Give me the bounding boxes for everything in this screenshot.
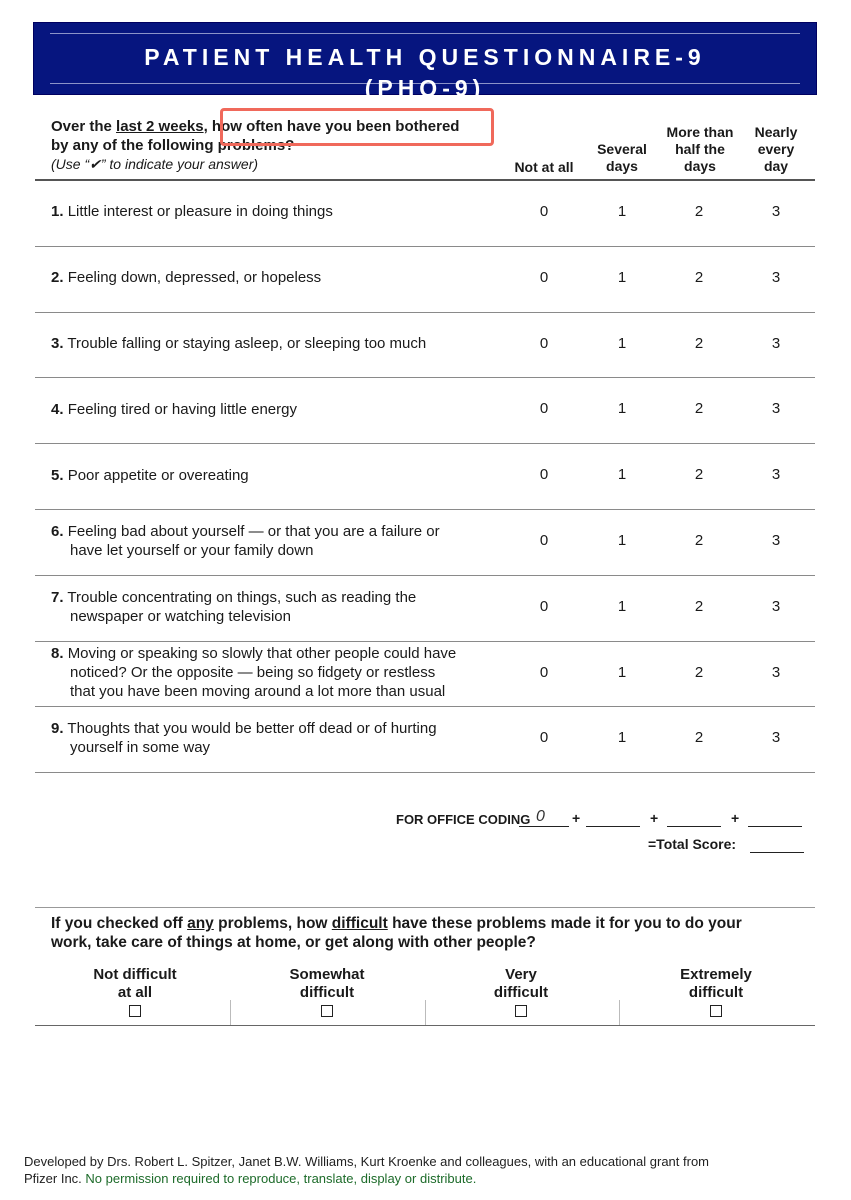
difficulty-option-somewhat	[252, 966, 402, 1022]
score-option[interactable]: 2	[694, 597, 704, 615]
option-label: at all	[117, 984, 153, 1001]
question-text	[51, 400, 501, 419]
row-divider	[35, 509, 815, 510]
score-option[interactable]: 2	[694, 400, 704, 418]
score-option[interactable]: 0	[539, 334, 549, 352]
score-option[interactable]: 1	[617, 729, 627, 747]
highlight-annotation	[220, 108, 494, 146]
question-line	[51, 268, 501, 287]
score-option[interactable]: 0	[539, 400, 549, 418]
question-line2: noticed? Or the opposite — being so fidgety or restless	[70, 664, 436, 681]
plus-sign: +	[731, 810, 740, 826]
question-text	[51, 644, 501, 701]
option-label: difficult	[299, 984, 355, 1001]
question-text	[51, 466, 501, 485]
difficulty-option-not	[60, 966, 210, 1022]
question-number: 4.	[51, 400, 64, 418]
score-option[interactable]: 1	[617, 466, 627, 484]
question-line	[51, 334, 501, 353]
score-option[interactable]: 3	[771, 466, 781, 484]
question-text	[51, 588, 501, 626]
question-line3: that you have been moving around a lot more than usual	[70, 683, 446, 700]
question-number: 8.	[51, 645, 64, 662]
row-divider	[35, 641, 815, 642]
score-option[interactable]: 2	[694, 531, 704, 549]
office-blank-3[interactable]	[667, 810, 721, 827]
checkbox-somewhat-difficult[interactable]	[321, 1005, 333, 1017]
section-bottom-divider	[35, 1025, 815, 1026]
question-line1: Feeling tired or having little energy	[67, 400, 297, 418]
question-line1: Trouble falling or staying asleep, or sleeping too much	[67, 335, 427, 352]
score-option[interactable]: 1	[617, 531, 627, 549]
score-option[interactable]: 3	[771, 729, 781, 747]
option-divider	[230, 1000, 231, 1026]
title-banner-frame	[50, 33, 800, 101]
score-option[interactable]: 2	[694, 663, 704, 681]
form-title: PATIENT HEALTH QUESTIONNAIRE-9	[144, 44, 706, 70]
total-score-blank[interactable]	[750, 836, 804, 853]
question-line	[51, 522, 501, 541]
question-number: 9.	[51, 720, 64, 738]
question-line	[51, 400, 501, 419]
question-line	[51, 588, 501, 607]
score-option[interactable]: 3	[771, 597, 781, 615]
instructions-line2: by any of the following problems?	[51, 137, 295, 154]
question-line2: newspaper or watching television	[70, 607, 291, 625]
question-number: 7.	[51, 588, 64, 606]
footer-credits	[24, 1153, 824, 1187]
office-blank-2[interactable]	[586, 810, 640, 827]
question-line	[51, 202, 501, 221]
row-divider	[35, 443, 815, 444]
question-line	[51, 719, 501, 738]
row-divider	[35, 377, 815, 378]
option-divider	[425, 1000, 426, 1026]
option-label: Somewhat	[289, 966, 365, 983]
question-line2: yourself in some way	[70, 739, 211, 757]
option-label: Not difficult	[93, 966, 177, 983]
checkbox-extremely-difficult[interactable]	[710, 1005, 722, 1017]
column-header-nearly-every-day: Nearly every day	[754, 124, 798, 174]
score-option[interactable]: 2	[694, 268, 704, 286]
row-divider	[35, 772, 815, 773]
difficulty-text-a: If you checked off	[51, 915, 188, 932]
difficulty-question-line1	[51, 914, 791, 933]
instructions-text-a: Over the	[51, 118, 117, 135]
difficulty-underlined-any: any	[187, 915, 214, 932]
row-divider	[35, 312, 815, 313]
plus-sign: +	[650, 810, 659, 826]
footer-line2	[24, 1170, 824, 1187]
question-line1: Poor appetite or overeating	[67, 466, 249, 484]
question-number: 3.	[51, 335, 64, 352]
score-option[interactable]: 0	[539, 663, 549, 681]
question-text	[51, 719, 501, 757]
difficulty-text-c: have these problems made it for you to do your	[387, 915, 742, 932]
title-banner	[33, 22, 817, 101]
score-option[interactable]: 0	[539, 729, 549, 747]
column-header-several-days: Several days	[597, 141, 647, 174]
score-option[interactable]: 3	[771, 268, 781, 286]
question-line2: have let yourself or your family down	[70, 541, 314, 559]
score-option[interactable]: 1	[617, 334, 627, 352]
difficulty-option-extremely	[641, 966, 791, 1022]
footer-line1: Developed by Drs. Robert L. Spitzer, Janet B.W. Williams, Kurt Kroenke and colleagues, with an educational grant from	[24, 1154, 710, 1169]
form-subtitle: (PHQ-9)	[364, 75, 486, 101]
office-value-1: 0	[536, 808, 545, 825]
score-option[interactable]: 2	[694, 466, 704, 484]
total-score-label: =Total Score:	[648, 836, 737, 852]
score-option[interactable]: 1	[617, 663, 627, 681]
instructions-note: (Use “✔” to indicate your answer)	[51, 156, 259, 172]
option-divider	[619, 1000, 620, 1026]
score-option[interactable]: 2	[694, 729, 704, 747]
option-label: Very	[505, 966, 537, 983]
score-option[interactable]: 0	[539, 466, 549, 484]
row-divider	[35, 246, 815, 247]
option-label: difficult	[493, 984, 549, 1001]
score-option[interactable]: 1	[617, 268, 627, 286]
score-option[interactable]: 2	[694, 334, 704, 352]
question-number: 2.	[51, 269, 64, 287]
question-line1: Feeling bad about yourself — or that you are a failure or	[67, 522, 440, 540]
question-line1: Little interest or pleasure in doing things	[67, 203, 333, 221]
instructions-underlined: last 2 weeks	[116, 118, 204, 135]
office-blank-4[interactable]	[748, 810, 802, 827]
question-line1: Feeling down, depressed, or hopeless	[67, 269, 322, 287]
question-line1: Trouble concentrating on things, such as reading the	[67, 588, 417, 606]
difficulty-question-line2: work, take care of things at home, or get along with other people?	[51, 934, 536, 951]
score-option[interactable]: 3	[771, 202, 781, 220]
office-coding-label: FOR OFFICE CODING	[396, 812, 531, 827]
score-option[interactable]: 3	[771, 663, 781, 681]
score-option[interactable]: 0	[539, 268, 549, 286]
score-option[interactable]: 0	[539, 531, 549, 549]
section-divider	[35, 907, 815, 908]
checkbox-very-difficult[interactable]	[515, 1005, 527, 1017]
difficulty-underlined-difficult: difficult	[331, 915, 388, 932]
question-line	[51, 644, 501, 663]
difficulty-question	[51, 914, 791, 952]
option-label: difficult	[688, 984, 744, 1001]
plus-sign: +	[572, 810, 581, 826]
question-text	[51, 268, 501, 287]
question-line1: Moving or speaking so slowly that other people could have	[67, 645, 457, 662]
score-option[interactable]: 3	[771, 334, 781, 352]
question-number: 5.	[51, 466, 64, 484]
instructions-text-b: , how often have you been bothered	[203, 118, 460, 135]
question-number: 1.	[51, 203, 64, 221]
question-text	[51, 522, 501, 560]
row-divider	[35, 575, 815, 576]
question-text	[51, 334, 501, 353]
score-option[interactable]: 3	[771, 400, 781, 418]
column-header-more-than-half: More than half the days	[666, 124, 734, 174]
footer-sponsor: Pfizer Inc.	[24, 1171, 82, 1186]
header-divider	[35, 179, 815, 181]
difficulty-option-very	[446, 966, 596, 1022]
column-header-not-at-all: Not at all	[514, 159, 574, 175]
score-option[interactable]: 1	[617, 597, 627, 615]
difficulty-text-b: problems, how	[213, 915, 332, 932]
footer-permission: No permission required to reproduce, translate, display or distribute.	[81, 1171, 477, 1186]
question-line	[51, 466, 501, 485]
checkbox-not-difficult[interactable]	[129, 1005, 141, 1017]
score-option[interactable]: 0	[539, 597, 549, 615]
score-option[interactable]: 0	[539, 202, 549, 220]
question-number: 6.	[51, 522, 64, 540]
question-line1: Thoughts that you would be better off dead or of hurting	[67, 720, 437, 738]
score-option[interactable]: 1	[617, 202, 627, 220]
score-option[interactable]: 2	[694, 202, 704, 220]
row-divider	[35, 706, 815, 707]
question-text	[51, 202, 501, 221]
score-option[interactable]: 1	[617, 400, 627, 418]
score-option[interactable]: 3	[771, 531, 781, 549]
option-label: Extremely	[680, 966, 752, 983]
